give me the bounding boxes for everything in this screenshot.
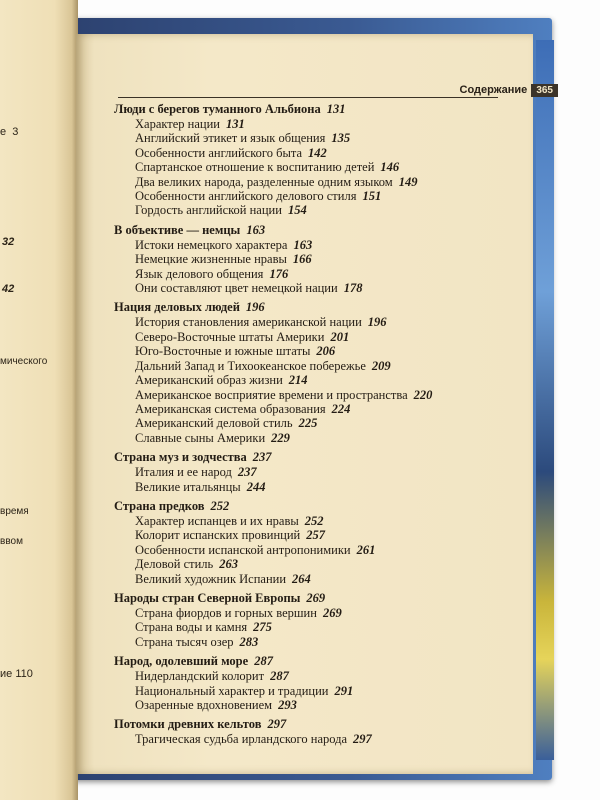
- toc-entry: [114, 572, 524, 586]
- toc-entry: [114, 117, 524, 131]
- entry-title: Спартанское отношение к воспитанию детей: [135, 160, 375, 175]
- entry-page-number: 151: [362, 189, 382, 204]
- toc-section-title: [114, 223, 524, 238]
- entry-title: Колорит испанских провинций: [135, 528, 301, 543]
- entry-page-number: 201: [330, 329, 350, 344]
- entry-title: История становления американской нации: [135, 315, 362, 330]
- entry-page-number: 178: [343, 281, 363, 296]
- toc-entry: [114, 252, 524, 266]
- entry-page-number: 142: [308, 145, 327, 160]
- entry-page-number: 237: [237, 465, 257, 480]
- toc-entry: [114, 388, 524, 402]
- table-of-contents: [114, 102, 524, 752]
- entry-title: Озаренные вдохновением: [135, 698, 273, 712]
- entry-page-number: 146: [380, 160, 400, 175]
- entry-page-number: 176: [269, 266, 289, 281]
- toc-section: [114, 300, 524, 445]
- entry-title: Деловой стиль: [135, 557, 214, 572]
- entry-page-number: 149: [398, 174, 418, 189]
- toc-section-title: [114, 717, 524, 732]
- entry-page-number: 163: [293, 237, 313, 252]
- left-fragment: время: [0, 506, 29, 517]
- left-fragment: е 3: [0, 126, 19, 138]
- entry-title: Особенности испанской антропонимики: [135, 542, 351, 557]
- toc-entry: [114, 189, 524, 203]
- left-fragment: ие 110: [0, 668, 33, 680]
- entry-title: Страна фиордов и горных вершин: [135, 605, 317, 620]
- section-page-number: 297: [267, 717, 287, 732]
- toc-entry: [114, 160, 524, 174]
- toc-section-title: [114, 654, 524, 669]
- toc-entry: [114, 528, 524, 542]
- entry-title: Юго-Восточные и южные штаты: [135, 344, 311, 359]
- toc-section: [114, 499, 524, 586]
- entry-page-number: 209: [371, 358, 391, 373]
- toc-section: [114, 591, 524, 649]
- toc-entry: [114, 669, 524, 683]
- toc-section-title: [114, 591, 524, 606]
- toc-entry: [114, 281, 524, 295]
- toc-section-title: [114, 450, 524, 465]
- section-page-number: 237: [252, 450, 272, 465]
- entry-page-number: 291: [334, 683, 354, 698]
- section-page-number: 252: [210, 498, 230, 513]
- entry-title: Характер нации: [135, 117, 220, 131]
- toc-entry: [114, 543, 524, 557]
- section-page-number: 287: [254, 654, 273, 669]
- toc-entry: [114, 620, 524, 634]
- toc-section: [114, 717, 524, 746]
- section-title-text: Народ, одолевший море: [114, 654, 249, 669]
- toc-entry: [114, 480, 524, 494]
- toc-entry: [114, 175, 524, 189]
- toc-entry: [114, 344, 524, 358]
- entry-page-number: 225: [298, 416, 318, 431]
- toc-entry: [114, 359, 524, 373]
- left-fragment: 32: [2, 236, 15, 248]
- entry-title: Великий художник Испании: [135, 571, 287, 586]
- entry-title: Славные сыны Америки: [135, 430, 266, 445]
- entry-page-number: 166: [292, 252, 312, 267]
- entry-title: Гордость английской нации: [135, 203, 282, 218]
- section-title-text: Страна предков: [114, 498, 205, 513]
- entry-page-number: 196: [367, 315, 387, 330]
- entry-page-number: 214: [288, 373, 308, 388]
- entry-title: Дальний Запад и Тихоокеанское побережье: [135, 358, 366, 373]
- entry-title: Американский образ жизни: [135, 373, 283, 388]
- entry-page-number: 154: [287, 203, 307, 218]
- entry-page-number: 229: [271, 430, 290, 445]
- entry-title: Американское восприятие времени и пространства: [135, 387, 408, 402]
- left-page: [0, 0, 78, 800]
- entry-title: Язык делового общения: [135, 266, 264, 281]
- entry-title: Особенности английского делового стиля: [135, 189, 357, 204]
- section-title-text: Страна муз и зодчества: [114, 450, 247, 465]
- entry-title: Страна тысяч озер: [135, 634, 234, 649]
- toc-entry: [114, 267, 524, 281]
- entry-title: Американская система образования: [135, 401, 326, 416]
- toc-section: [114, 223, 524, 296]
- toc-section-title: [114, 102, 524, 117]
- section-title-text: Нация деловых людей: [114, 300, 240, 315]
- entry-title: Они составляют цвет немецкой нации: [135, 281, 338, 296]
- entry-page-number: 293: [278, 698, 297, 712]
- toc-section: [114, 654, 524, 712]
- left-fragment: 42: [2, 283, 15, 295]
- toc-entry: [114, 557, 524, 571]
- left-fragment: ввом: [0, 536, 23, 547]
- entry-page-number: 275: [253, 620, 272, 635]
- toc-entry: [114, 431, 524, 445]
- toc-entry: [114, 416, 524, 430]
- entry-page-number: 261: [356, 542, 376, 557]
- toc-entry: [114, 131, 524, 145]
- toc-entry: [114, 203, 524, 217]
- toc-entry: [114, 330, 524, 344]
- toc-entry: [114, 146, 524, 160]
- toc-entry: [114, 684, 524, 698]
- header-rule: [118, 97, 498, 98]
- toc-entry: [114, 635, 524, 649]
- toc-section: [114, 450, 524, 494]
- entry-title: Особенности английского быта: [135, 145, 303, 160]
- toc-section-title: [114, 499, 524, 514]
- entry-title: Немецкие жизненные нравы: [135, 252, 287, 267]
- toc-section-title: [114, 300, 524, 315]
- entry-title: Италия и ее народ: [135, 465, 232, 480]
- header-page-number: 365: [531, 84, 558, 97]
- entry-page-number: 131: [225, 117, 245, 131]
- toc-entry: [114, 373, 524, 387]
- entry-page-number: 206: [316, 344, 336, 359]
- entry-title: Характер испанцев и их нравы: [135, 513, 299, 528]
- entry-page-number: 135: [331, 131, 351, 146]
- entry-title: Национальный характер и традиции: [135, 683, 329, 698]
- toc-entry: [114, 698, 524, 712]
- entry-title: Истоки немецкого характера: [135, 237, 288, 252]
- section-title-text: Народы стран Северной Европы: [114, 590, 301, 605]
- entry-page-number: 252: [304, 513, 324, 528]
- entry-page-number: 297: [353, 732, 372, 747]
- toc-entry: [114, 402, 524, 416]
- entry-page-number: 224: [331, 401, 351, 416]
- entry-title: Великие итальянцы: [135, 479, 241, 494]
- entry-title: Американский деловой стиль: [135, 416, 293, 431]
- entry-title: Нидерландский колорит: [135, 669, 265, 684]
- entry-title: Страна воды и камня: [135, 620, 248, 635]
- entry-page-number: 287: [270, 669, 289, 684]
- section-title-text: В объективе — немцы: [114, 222, 241, 237]
- toc-entry: [114, 606, 524, 620]
- entry-title: Трагическая судьба ирландского народа: [135, 732, 348, 747]
- entry-page-number: 264: [292, 571, 311, 586]
- entry-page-number: 244: [246, 479, 266, 494]
- section-page-number: 269: [306, 590, 326, 605]
- entry-page-number: 263: [219, 557, 238, 572]
- entry-title: Английский этикет и язык общения: [135, 131, 326, 146]
- entry-title: Два великих народа, разделенные одним языком: [135, 174, 393, 189]
- toc-entry: [114, 315, 524, 329]
- toc-entry: [114, 465, 524, 479]
- toc-entry: [114, 238, 524, 252]
- header-title: Содержание: [459, 84, 528, 96]
- section-title-text: Люди с берегов туманного Альбиона: [114, 102, 321, 116]
- left-fragment: мического: [0, 356, 48, 367]
- toc-entry: [114, 732, 524, 746]
- section-title-text: Потомки древних кельтов: [114, 717, 262, 732]
- running-header: [460, 82, 558, 98]
- toc-entry: [114, 514, 524, 528]
- entry-page-number: 269: [322, 605, 342, 620]
- section-page-number: 163: [246, 222, 266, 237]
- cover-edge-image: [536, 40, 554, 760]
- entry-page-number: 220: [413, 387, 433, 402]
- section-page-number: 131: [326, 102, 346, 116]
- entry-page-number: 283: [239, 634, 259, 649]
- entry-title: Северо-Восточные штаты Америки: [135, 329, 325, 344]
- toc-section: [114, 102, 524, 218]
- entry-page-number: 257: [306, 528, 325, 543]
- section-page-number: 196: [245, 300, 265, 315]
